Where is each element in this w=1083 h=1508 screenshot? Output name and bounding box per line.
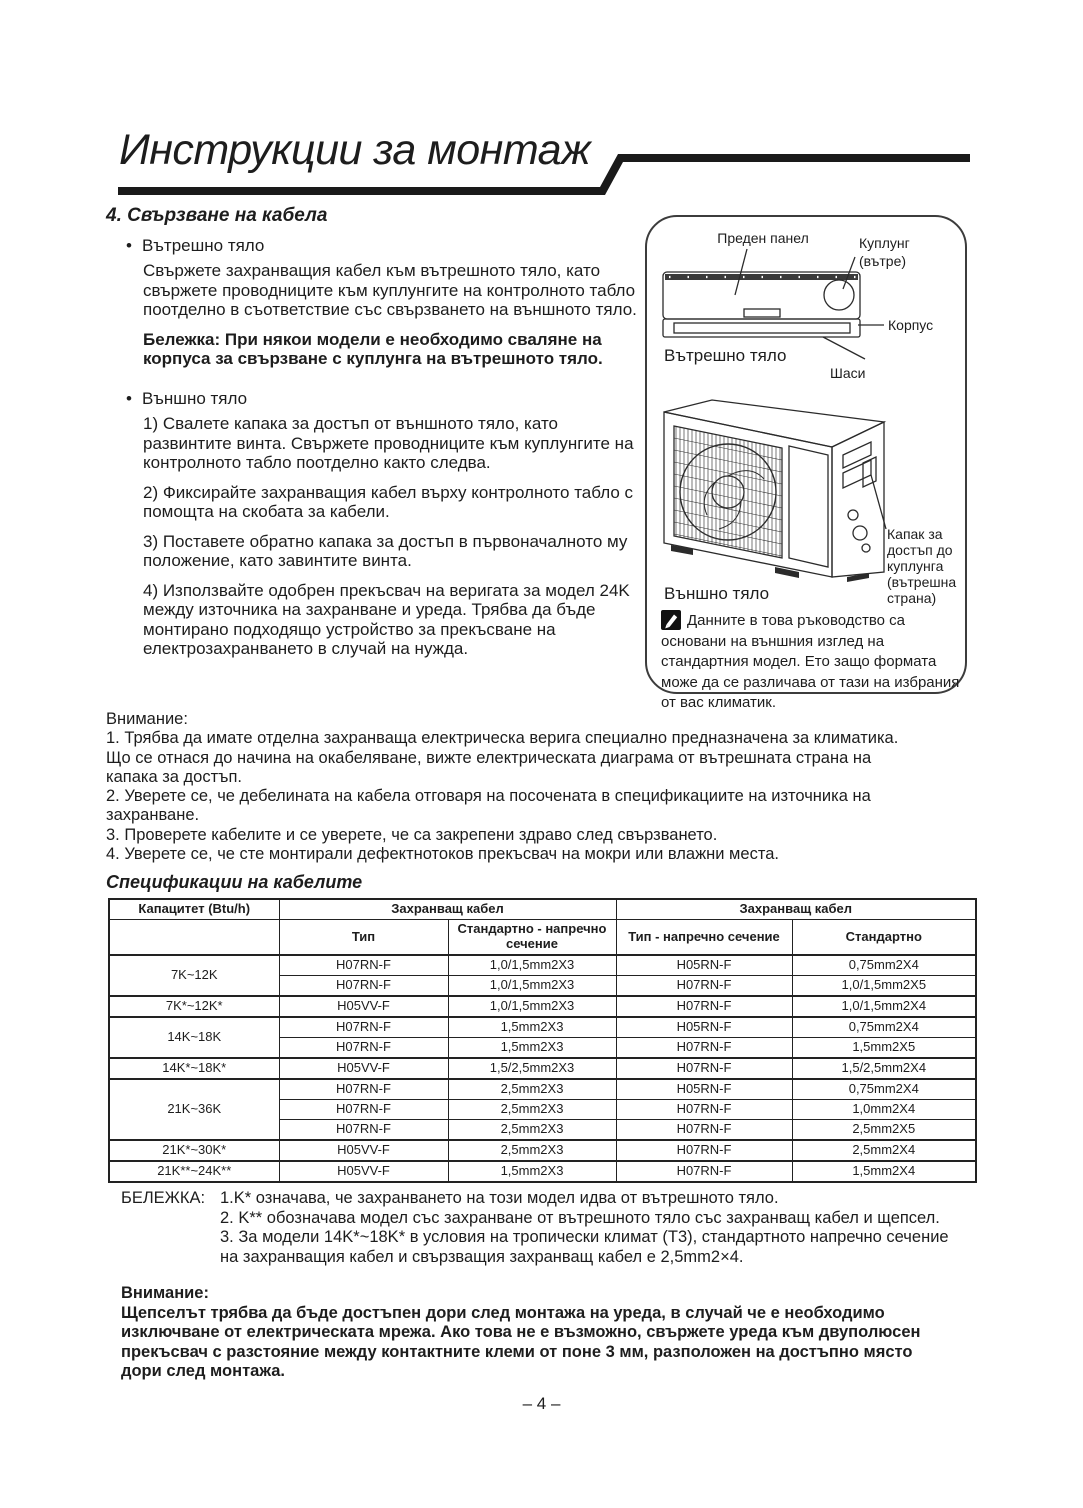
table-cell: 2,5mm2X3 <box>448 1120 616 1141</box>
capacity-cell: 14K*~18K* <box>109 1058 279 1079</box>
table-cell: H07RN-F <box>616 976 792 997</box>
page-title: Инструкции за монтаж <box>119 126 591 174</box>
indoor-unit-drawing <box>663 249 884 359</box>
table-cell: H07RN-F <box>279 1120 448 1141</box>
table-cell: 0,75mm2X4 <box>792 955 976 976</box>
table-row <box>109 1017 976 1038</box>
diagram-panel <box>645 215 967 711</box>
access-cover-label-line1: Капак за <box>887 526 943 542</box>
section-heading: 4. Свързване на кабела <box>106 205 328 226</box>
table-cell: 1,5mm2X3 <box>448 1161 616 1182</box>
note-item-3: 3. За модели 14K*~18K* в условия на тропически климат (T3), стандартното напречно сечение на захранващия кабел и свързващия захранващ кабел е 2,5mm2×4. <box>220 1228 949 1266</box>
table-cell: H05RN-F <box>616 955 792 976</box>
table-cell: H07RN-F <box>616 1140 792 1161</box>
panel-note-text: Данните в това ръководство са основани на външния изглед на стандартния модел. Ето защо формата може да се различава от тази на избрания от вас климатик. <box>661 612 960 711</box>
type-header: Тип <box>279 920 448 956</box>
attention-bold-heading: Внимание: <box>121 1284 209 1302</box>
front-panel-label: Преден панел <box>717 230 809 246</box>
table-cell: 1,5mm2X3 <box>448 1017 616 1038</box>
bullet-marker <box>126 236 132 256</box>
table-row <box>109 955 976 976</box>
attention-list <box>106 710 906 864</box>
table-cell: 2,5mm2X5 <box>792 1120 976 1141</box>
access-cover-label-line3: куплунга <box>887 558 944 574</box>
indoor-unit-bullet <box>126 236 646 256</box>
table-cell: H07RN-F <box>616 1100 792 1120</box>
table-cell: 1,5mm2X3 <box>448 1038 616 1059</box>
outdoor-unit-bullet-label: Външно тяло <box>141 388 248 408</box>
table-cell: H05VV-F <box>279 1140 448 1161</box>
table-cell: 1,5/2,5mm2X3 <box>448 1058 616 1079</box>
body-label: Корпус <box>888 317 934 333</box>
power-cable-header: Захранващ кабел <box>279 899 616 920</box>
panel-note <box>661 610 961 714</box>
attention-item-3: 3. Проверете кабелите и се уверете, че са закрепени здраво след свързването. <box>106 825 718 844</box>
indoor-unit-bullet-label: Вътрешно тяло <box>141 235 265 255</box>
bullet-marker <box>126 389 132 409</box>
pencil-icon <box>661 610 681 630</box>
type-cross-section-header: Тип - напречно сечение <box>616 920 792 956</box>
note-item-1: 1.K* означава, че захранването на този модел идва от вътрешното тяло. <box>220 1189 779 1207</box>
indoor-unit-caption: Вътрешно тяло <box>664 346 787 365</box>
outdoor-steps <box>143 414 648 659</box>
table-cell: 1,5mm2X4 <box>792 1161 976 1182</box>
capacity-cell: 7K*~12K* <box>109 996 279 1017</box>
note-items <box>220 1189 955 1267</box>
power-cable-header-2: Захранващ кабел <box>616 899 976 920</box>
table-row <box>109 1140 976 1161</box>
attention-heading: Внимание: <box>106 710 188 728</box>
table-row <box>109 1079 976 1100</box>
note-label: БЕЛЕЖКА: <box>121 1189 206 1207</box>
outdoor-step-3: 3) Поставете обратно капака за достъп в първоначалното му положение, като завинтите винта. <box>143 531 628 570</box>
table-cell: H05VV-F <box>279 1058 448 1079</box>
table-cell: H07RN-F <box>279 1038 448 1059</box>
table-cell: H07RN-F <box>616 1161 792 1182</box>
table-cell: 1,0/1,5mm2X3 <box>448 955 616 976</box>
outdoor-step-2: 2) Фиксирайте захранващия кабел върху контролното табло с помощта на скобата за кабели. <box>143 482 634 521</box>
table-cell: 2,5mm2X3 <box>448 1079 616 1100</box>
outdoor-unit-diagram <box>647 387 969 617</box>
table-cell: 2,5mm2X3 <box>448 1100 616 1120</box>
capacity-cell: 21K~36K <box>109 1079 279 1140</box>
attention-bold-text: Щепселът трябва да бъде достъпен дори след монтажа на уреда, в случай че е необходимо изключване от електрическата мрежа. Ако това не е възможно, свържете уреда към двуполюсен прекъсвач с разстояние между контактните клеми от поне 3 мм, разположен на достъпно място дори след монтажа. <box>121 1303 921 1380</box>
table-cell: H07RN-F <box>616 996 792 1017</box>
table-row <box>109 1058 976 1079</box>
table-cell: H07RN-F <box>616 1038 792 1059</box>
table-cell: 2,5mm2X4 <box>792 1140 976 1161</box>
access-cover-label-line2: достъп до <box>887 542 953 558</box>
wiring-section <box>106 206 646 669</box>
attention-bold-block <box>121 1284 921 1382</box>
table-cell: H07RN-F <box>279 1017 448 1038</box>
table-cell: H07RN-F <box>616 1120 792 1141</box>
table-cell: 0,75mm2X4 <box>792 1079 976 1100</box>
cable-table-wrap <box>108 898 977 1183</box>
outdoor-unit-bullet <box>126 389 646 409</box>
title-underline <box>110 145 980 200</box>
table-cell: H05RN-F <box>616 1079 792 1100</box>
empty-header-cell <box>109 920 279 956</box>
capacity-cell: 21K*~30K* <box>109 1140 279 1161</box>
note-block <box>121 1189 955 1267</box>
table-cell: H07RN-F <box>616 1058 792 1079</box>
attention-item-4: 4. Уверете се, че сте монтирали дефектнотоков прекъсвач на мокри или влажни места. <box>106 845 779 864</box>
table-cell: 1,0/1,5mm2X3 <box>448 976 616 997</box>
table-cell: H05VV-F <box>279 996 448 1017</box>
table-row <box>109 1161 976 1182</box>
capacity-cell: 7K~12K <box>109 955 279 996</box>
table-cell: 1,0/1,5mm2X4 <box>792 996 976 1017</box>
outdoor-unit-drawing <box>664 400 886 582</box>
access-cover-label-line5: страна) <box>887 590 937 606</box>
standard-header: Стандартно <box>792 920 976 956</box>
table-cell: H07RN-F <box>279 976 448 997</box>
indoor-note: Бележка: При някои модели е необходимо сваляне на корпуса за свързване с куплунга на вътрешното тяло. <box>143 329 603 368</box>
table-row <box>109 996 976 1017</box>
outdoor-unit-caption: Външно тяло <box>664 584 770 603</box>
table-cell: 1,0/1,5mm2X5 <box>792 976 976 997</box>
outdoor-step-4: 4) Използвайте одобрен прекъсвач на веригата за модел 24K между източника на захранване и уреда. Трябва да бъде монтирано подходящо устройство за прекъсване на електрозахранването в случай на нужда. <box>143 580 630 658</box>
page-number: – 4 – <box>522 1394 561 1413</box>
capacity-cell: 21K**~24K** <box>109 1161 279 1182</box>
table-subheader-row <box>109 920 976 956</box>
indoor-paragraph: Свържете захранващия кабел към вътрешното тяло, като свържете проводниците към куплунгите на контролното табло поотделно в съответствие със свързването на външното тяло. <box>143 261 637 319</box>
table-cell: 1,5/2,5mm2X4 <box>792 1058 976 1079</box>
table-cell: 0,75mm2X4 <box>792 1017 976 1038</box>
coupling-label-line1: Куплунг <box>859 235 910 251</box>
capacity-cell: 14K~18K <box>109 1017 279 1058</box>
access-cover-label-line4: (вътрешна <box>887 574 957 590</box>
note-item-2: 2. K** обозначава модел със захранване от вътрешното тяло със захранващ кабел и щепсел. <box>220 1208 940 1227</box>
table-cell: 1,5mm2X5 <box>792 1038 976 1059</box>
coupling-label-line2: (вътре) <box>859 253 907 269</box>
table-cell: 1,0/1,5mm2X3 <box>448 996 616 1017</box>
outdoor-step-1: 1) Свалете капака за достъп от външното тяло, като развинтите винта. Свържете проводниците към куплунгите на контролното табло поотделно както следва. <box>143 414 634 472</box>
table-cell: H05VV-F <box>279 1161 448 1182</box>
table-header-row <box>109 899 976 920</box>
capacity-header: Капацитет (Btu/h) <box>109 899 279 920</box>
table-cell: H05RN-F <box>616 1017 792 1038</box>
table-cell: 1,0mm2X4 <box>792 1100 976 1120</box>
chassis-label: Шаси <box>830 365 866 381</box>
attention-item-2: 2. Уверете се, че дебелината на кабела отговаря на посочената в спецификациите на източника на захранване. <box>106 787 871 825</box>
indoor-unit-diagram <box>647 225 969 393</box>
cable-spec-table <box>108 898 977 1183</box>
specs-heading: Спецификации на кабелите <box>106 872 363 892</box>
table-cell: H07RN-F <box>279 1100 448 1120</box>
attention-item-1: 1. Трябва да имате отделна захранваща електрическа верига специално предназначена за климатика. Що се отнася до начина на окабеляване, вижте електрическата диаграма от вътрешната страна на капака за достъп. <box>106 729 899 786</box>
table-cell: H07RN-F <box>279 955 448 976</box>
table-cell: H07RN-F <box>279 1079 448 1100</box>
table-cell: 2,5mm2X3 <box>448 1140 616 1161</box>
standard-cross-section-header: Стандартно - напречно сечение <box>448 920 616 956</box>
